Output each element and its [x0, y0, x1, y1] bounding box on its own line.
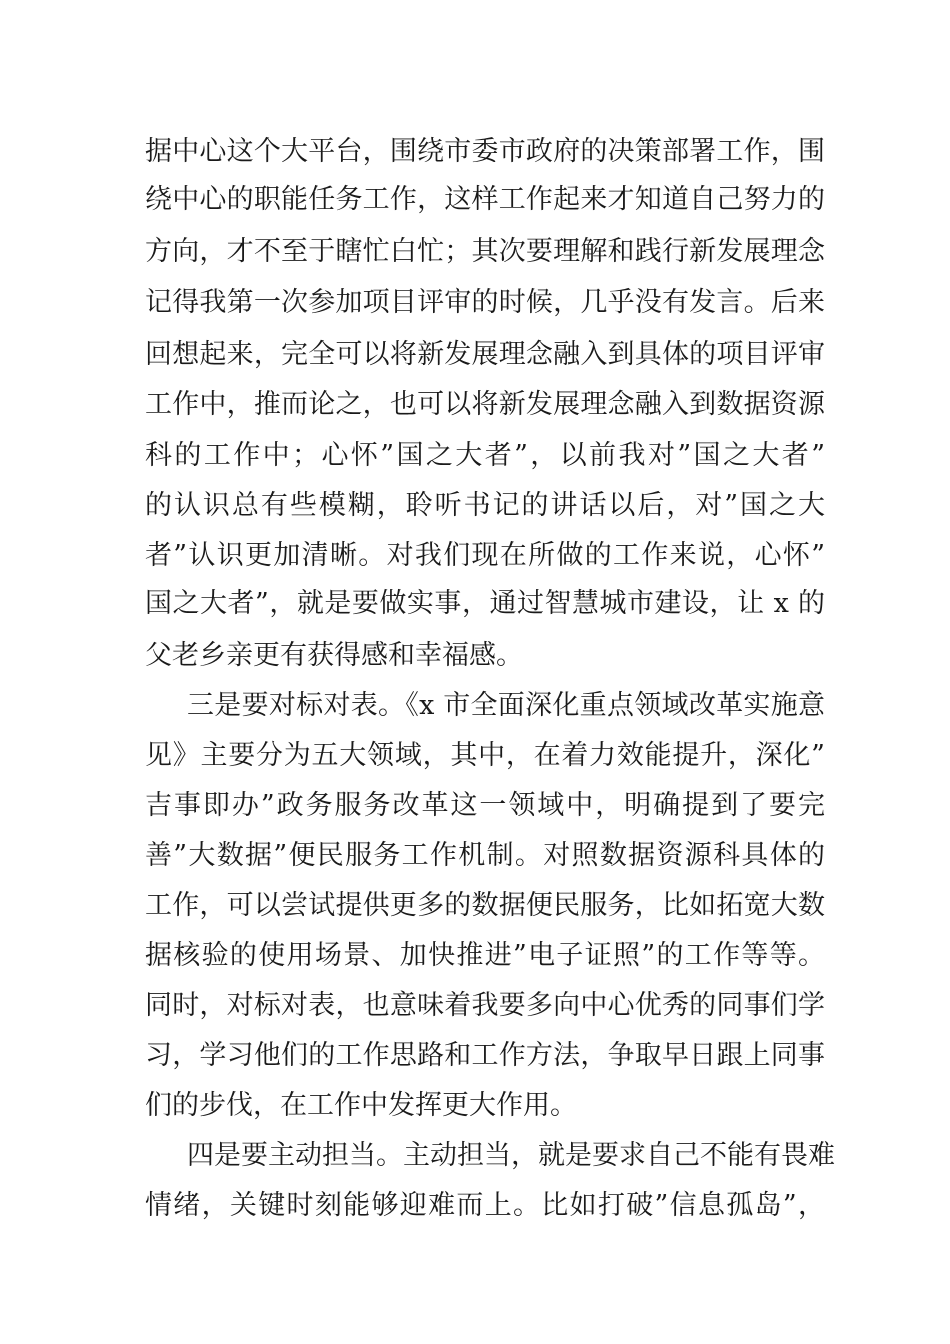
text-line: 工作中，推而论之，也可以将新发展理念融入到数据资源 — [145, 389, 825, 420]
text-line: 父老乡亲更有获得感和幸福感。 — [145, 640, 523, 671]
text-line: 同时，对标对表，也意味着我要多向中心优秀的同事们学 — [145, 990, 825, 1021]
text-line: 方向，才不至于瞎忙白忙；其次要理解和践行新发展理念 — [145, 236, 825, 267]
text-line: 情绪，关键时刻能够迎难而上。比如打破”信息孤岛”， — [145, 1190, 825, 1221]
text-line: 工作，可以尝试提供更多的数据便民服务，比如拓宽大数 — [145, 890, 825, 921]
text-line: 的认识总有些模糊，聆听书记的讲话以后，对”国之大 — [145, 490, 825, 521]
text-line: 国之大者”，就是要做实事，通过智慧城市建设，让 x 的 — [145, 588, 825, 619]
text-line: 回想起来，完全可以将新发展理念融入到具体的项目评审 — [145, 339, 825, 370]
text-line: 据核验的使用场景、加快推进”电子证照”的工作等等。 — [145, 940, 825, 971]
text-line: 者”认识更加清晰。对我们现在所做的工作来说，心怀” — [145, 540, 825, 571]
text-line: 吉事即办”政务服务改革这一领域中，明确提到了要完 — [145, 790, 825, 821]
paragraph-first-line: 四是要主动担当。主动担当，就是要求自己不能有畏难 — [187, 1140, 835, 1171]
text-line: 绕中心的职能任务工作，这样工作起来才知道自己努力的 — [145, 184, 825, 215]
paragraph-first-line: 三是要对标对表。《x 市全面深化重点领域改革实施意 — [187, 690, 825, 721]
text-line: 记得我第一次参加项目评审的时候，几乎没有发言。后来 — [145, 287, 825, 318]
text-line: 善”大数据”便民服务工作机制。对照数据资源科具体的 — [145, 840, 825, 871]
text-line: 科的工作中；心怀”国之大者”，以前我对”国之大者” — [145, 440, 825, 471]
text-line: 习，学习他们的工作思路和工作方法，争取早日跟上同事 — [145, 1040, 825, 1071]
text-line: 们的步伐，在工作中发挥更大作用。 — [145, 1090, 577, 1121]
text-line: 见》主要分为五大领域，其中，在着力效能提升，深化” — [145, 740, 825, 771]
text-line: 据中心这个大平台，围绕市委市政府的决策部署工作，围 — [145, 136, 825, 167]
